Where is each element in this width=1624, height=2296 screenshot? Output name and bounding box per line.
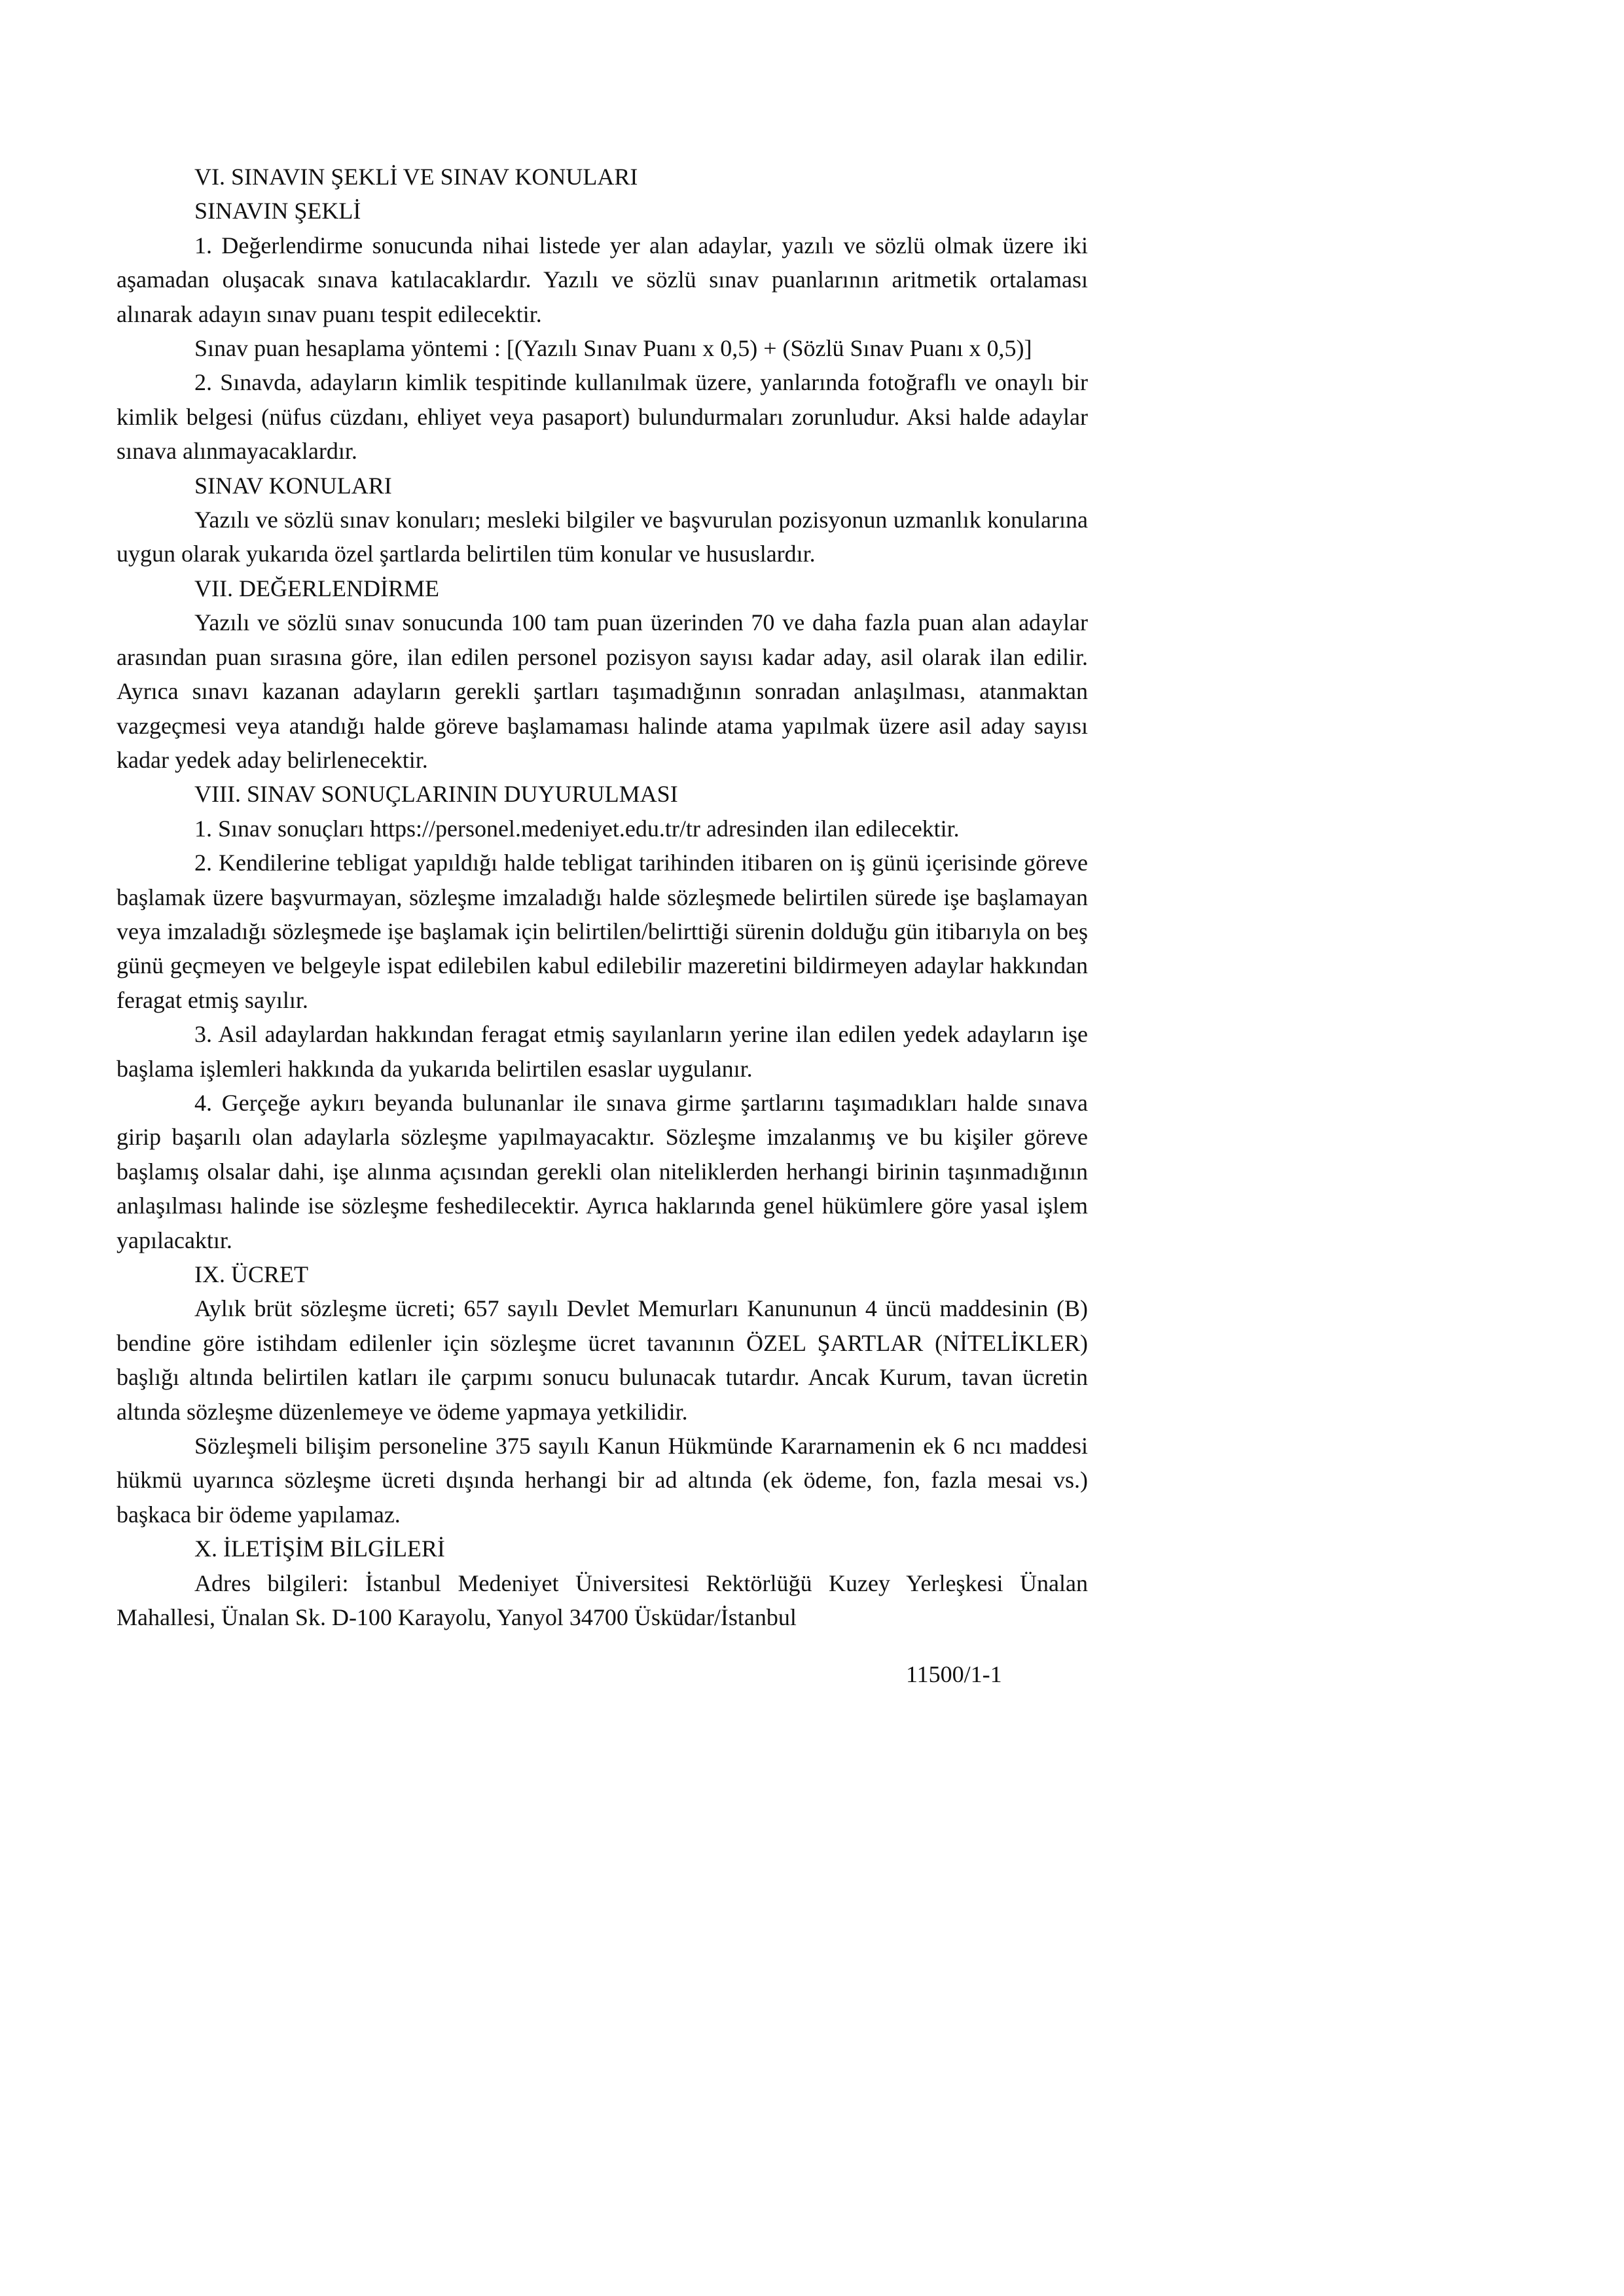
section-heading-x: X. İLETİŞİM BİLGİLERİ bbox=[194, 1535, 445, 1562]
subheading-exam-topics: SINAV KONULARI bbox=[194, 472, 392, 499]
document-page bbox=[117, 160, 1088, 1634]
reference-number: 11500/1-1 bbox=[906, 1661, 1002, 1687]
section-heading-ix: IX. ÜCRET bbox=[194, 1261, 308, 1287]
paragraph-contact-address: Adres bilgileri: İstanbul Medeniyet Üniversitesi Rektörlüğü Kuzey Yerleşkesi Ünalan Mahallesi, Ünalan Sk. D-100 Karayolu, Yanyol 34700 Üsküdar/İstanbul bbox=[117, 1570, 1088, 1631]
paragraph-salary-1: Aylık brüt sözleşme ücreti; 657 sayılı Devlet Memurları Kanununun 4 üncü maddesinin (B) bendine göre istihdam edilenler için sözleşme ücret tavanının ÖZEL ŞARTLAR (NİTELİKLER) başlığı altında belirtilen katları ile çarpımı sonucu bulunacak tutardır. Ancak Kurum, tavan ücretin altında sözleşme düzenlemeye ve ödeme yapmaya yetkilidir. bbox=[117, 1295, 1088, 1425]
paragraph-exam-form-1: 1. Değerlendirme sonucunda nihai listede yer alan adaylar, yazılı ve sözlü olmak üzere iki aşamadan oluşacak sınava katılacaklardır. Yazılı ve sözlü sınav puanlarının aritmetik ortalaması alınarak adayın sınav puanı tespit edilecektir. bbox=[117, 232, 1088, 327]
paragraph-results-4: 4. Gerçeğe aykırı beyanda bulunanlar ile sınava girme şartlarını taşımadıkları halde sınava girip başarılı olan adaylarla sözleşme yapılmayacaktır. Sözleşme imzalanmış ve bu kişiler göreve başlamış olsalar dahi, işe alınma açısından gerekli olan niteliklerden herhangi birinin taşınmadığının anlaşılması halinde ise sözleşme feshedilecektir. Ayrıca haklarında genel hükümlere göre yasal işlem yapılacaktır. bbox=[117, 1089, 1088, 1253]
paragraph-exam-topics: Yazılı ve sözlü sınav konuları; mesleki bilgiler ve başvurulan pozisyonun uzmanlık konularına uygun olarak yukarıda özel şartlarda belirtilen tüm konular ve hususlardır. bbox=[117, 507, 1088, 567]
section-heading-vii: VII. DEĞERLENDİRME bbox=[194, 575, 439, 601]
paragraph-results-2: 2. Kendilerine tebligat yapıldığı halde tebligat tarihinden itibaren on iş günü içerisinde göreve başlamak üzere başvurmayan, sözleşme imzaladığı halde sözleşmede belirtilen sürede işe başlamayan veya imzaladığı sözleşmede işe başlamak için belirtilen/belirttiği sürenin dolduğu gün itibarıyla on beş günü geçmeyen ve belgeyle ispat edilebilen kabul edilebilir mazeretini bildirmeyen adaylar hakkından feragat etmiş sayılır. bbox=[117, 850, 1088, 1013]
section-heading-viii: VIII. SINAV SONUÇLARININ DUYURULMASI bbox=[194, 781, 678, 808]
subheading-exam-form: SINAVIN ŞEKLİ bbox=[194, 198, 361, 224]
paragraph-results-3: 3. Asil adaylardan hakkından feragat etmiş sayılanların yerine ilan edilen yedek adayların işe başlama işlemleri hakkında da yukarıda belirtilen esaslar uygulanır. bbox=[117, 1021, 1088, 1082]
score-formula: Sınav puan hesaplama yöntemi : [(Yazılı Sınav Puanı x 0,5) + (Sözlü Sınav Puanı x 0,5)] bbox=[194, 335, 1032, 362]
section-heading-vi: VI. SINAVIN ŞEKLİ VE SINAV KONULARI bbox=[194, 164, 638, 190]
paragraph-results-1: 1. Sınav sonuçları https://personel.medeniyet.edu.tr/tr adresinden ilan edilecektir. bbox=[194, 815, 960, 842]
paragraph-salary-2: Sözleşmeli bilişim personeline 375 sayılı Kanun Hükmünde Kararnamenin ek 6 ncı maddesi hükmü uyarınca sözleşme ücreti dışında herhangi bir ad altında (ek ödeme, fon, fazla mesai vs.) başkaca bir ödeme yapılamaz. bbox=[117, 1433, 1088, 1528]
paragraph-exam-form-2: 2. Sınavda, adayların kimlik tespitinde kullanılmak üzere, yanlarında fotoğraflı ve onaylı bir kimlik belgesi (nüfus cüzdanı, ehliyet veya pasaport) bulundurmaları zorunludur. Aksi halde adaylar sınava alınmayacaklardır. bbox=[117, 369, 1088, 465]
paragraph-evaluation: Yazılı ve sözlü sınav sonucunda 100 tam puan üzerinden 70 ve daha fazla puan alan adaylar arasından puan sırasına göre, ilan edilen personel pozisyon sayısı kadar aday, asil olarak ilan edilir. Ayrıca sınavı kazanan adayların gerekli şartları taşımadığının sonradan anlaşılması, atanmaktan vazgeçmesi veya atandığı halde göreve başlamaması halinde atama yapılmak üzere asil aday sayısı kadar yedek aday belirlenecektir. bbox=[117, 609, 1088, 773]
